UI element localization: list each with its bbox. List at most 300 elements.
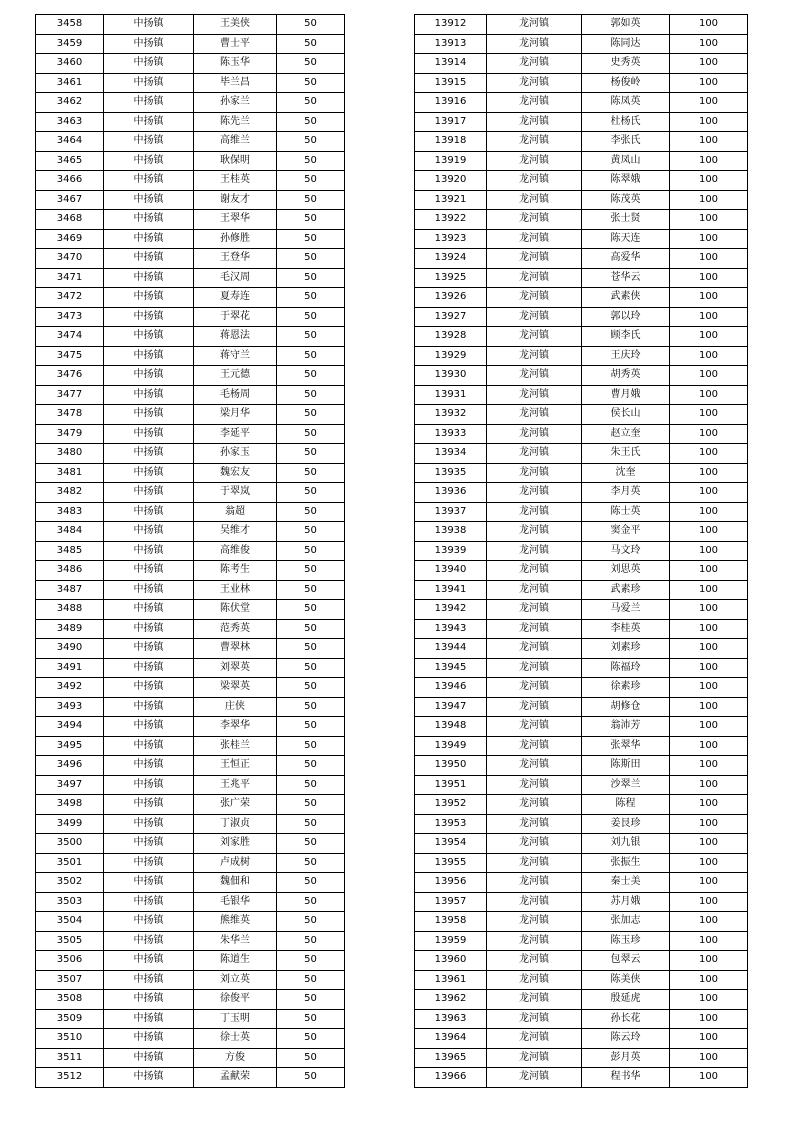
name-cell: 郭以玲 [582,307,670,327]
table-row [415,346,748,366]
id-cell: 3458 [36,15,104,35]
name-cell: 武素侠 [582,288,670,308]
town-cell: 中扬镇 [104,639,194,659]
name-cell: 王业林 [194,580,277,600]
name-cell: 毛杨周 [194,385,277,405]
amount-cell: 50 [277,34,345,54]
id-cell: 13933 [415,424,487,444]
table-row [415,483,748,503]
id-cell: 13924 [415,249,487,269]
town-cell: 龙河镇 [487,580,582,600]
amount-cell: 50 [277,600,345,620]
table-row [415,405,748,425]
name-cell: 王桂英 [194,171,277,191]
name-cell: 陈同达 [582,34,670,54]
name-cell: 李桂英 [582,619,670,639]
id-cell: 13955 [415,853,487,873]
amount-cell: 50 [277,112,345,132]
amount-cell: 50 [277,639,345,659]
table-row [415,132,748,152]
table-row [415,1009,748,1029]
name-cell: 王庆玲 [582,346,670,366]
amount-cell: 100 [670,931,748,951]
name-cell: 程书华 [582,1068,670,1088]
town-cell: 中扬镇 [104,288,194,308]
amount-cell: 100 [670,912,748,932]
town-cell: 中扬镇 [104,658,194,678]
id-cell: 13937 [415,502,487,522]
town-cell: 龙河镇 [487,327,582,347]
town-cell: 中扬镇 [104,151,194,171]
id-cell: 3491 [36,658,104,678]
town-cell: 龙河镇 [487,112,582,132]
amount-cell: 100 [670,405,748,425]
town-cell: 龙河镇 [487,639,582,659]
id-cell: 3492 [36,678,104,698]
id-cell: 13943 [415,619,487,639]
id-cell: 3504 [36,912,104,932]
name-cell: 徐素珍 [582,678,670,698]
id-cell: 3498 [36,795,104,815]
table-row [36,658,345,678]
town-cell: 中扬镇 [104,795,194,815]
amount-cell: 50 [277,931,345,951]
amount-cell: 50 [277,288,345,308]
town-cell: 中扬镇 [104,697,194,717]
table-row [415,112,748,132]
town-cell: 中扬镇 [104,112,194,132]
name-cell: 朱王氏 [582,444,670,464]
table-row [415,73,748,93]
amount-cell: 50 [277,405,345,425]
name-cell: 苏月娥 [582,892,670,912]
town-cell: 中扬镇 [104,405,194,425]
town-cell: 龙河镇 [487,288,582,308]
name-cell: 王恒正 [194,756,277,776]
town-cell: 中扬镇 [104,1048,194,1068]
id-cell: 13963 [415,1009,487,1029]
amount-cell: 50 [277,210,345,230]
table-row [36,346,345,366]
town-cell: 中扬镇 [104,912,194,932]
amount-cell: 50 [277,483,345,503]
town-cell: 龙河镇 [487,775,582,795]
amount-cell: 50 [277,717,345,737]
name-cell: 姜艮珍 [582,814,670,834]
id-cell: 13959 [415,931,487,951]
name-cell: 苍华云 [582,268,670,288]
town-cell: 中扬镇 [104,756,194,776]
amount-cell: 100 [670,619,748,639]
amount-cell: 100 [670,112,748,132]
amount-cell: 50 [277,541,345,561]
table-row [36,190,345,210]
name-cell: 陈考生 [194,561,277,581]
id-cell: 3465 [36,151,104,171]
name-cell: 方俊 [194,1048,277,1068]
table-row [415,424,748,444]
table-row [36,210,345,230]
name-cell: 梁翠英 [194,678,277,698]
amount-cell: 100 [670,151,748,171]
amount-cell: 100 [670,210,748,230]
name-cell: 朱华兰 [194,931,277,951]
id-cell: 13950 [415,756,487,776]
table-row [36,385,345,405]
town-cell: 中扬镇 [104,1068,194,1088]
town-cell: 中扬镇 [104,931,194,951]
id-cell: 13957 [415,892,487,912]
table-row [36,775,345,795]
table-row [415,619,748,639]
name-cell: 王美侠 [194,15,277,35]
table-row [415,541,748,561]
town-cell: 龙河镇 [487,892,582,912]
town-cell: 中扬镇 [104,541,194,561]
town-cell: 龙河镇 [487,1068,582,1088]
name-cell: 陈先兰 [194,112,277,132]
table-row [415,600,748,620]
table-row [36,1068,345,1088]
id-cell: 13923 [415,229,487,249]
name-cell: 刘思英 [582,561,670,581]
town-cell: 龙河镇 [487,522,582,542]
table-row [36,366,345,386]
name-cell: 毛汉周 [194,268,277,288]
id-cell: 13918 [415,132,487,152]
id-cell: 13934 [415,444,487,464]
name-cell: 秦士美 [582,873,670,893]
table-row [36,54,345,74]
name-cell: 毕兰昌 [194,73,277,93]
amount-cell: 100 [670,288,748,308]
name-cell: 沈奎 [582,463,670,483]
town-cell: 龙河镇 [487,366,582,386]
table-row [415,580,748,600]
name-cell: 徐俊平 [194,990,277,1010]
amount-cell: 100 [670,580,748,600]
table-row [36,1029,345,1049]
amount-cell: 100 [670,541,748,561]
id-cell: 13917 [415,112,487,132]
amount-cell: 100 [670,600,748,620]
table-row [36,463,345,483]
amount-cell: 50 [277,678,345,698]
id-cell: 3510 [36,1029,104,1049]
id-cell: 3502 [36,873,104,893]
name-cell: 于翠花 [194,307,277,327]
town-cell: 龙河镇 [487,736,582,756]
id-cell: 13947 [415,697,487,717]
table-row [415,853,748,873]
town-cell: 龙河镇 [487,1029,582,1049]
amount-cell: 100 [670,132,748,152]
town-cell: 中扬镇 [104,229,194,249]
amount-cell: 50 [277,268,345,288]
name-cell: 孙家玉 [194,444,277,464]
name-cell: 侯长山 [582,405,670,425]
table-row [415,951,748,971]
town-cell: 中扬镇 [104,366,194,386]
id-cell: 3489 [36,619,104,639]
amount-cell: 50 [277,951,345,971]
town-cell: 龙河镇 [487,561,582,581]
table-row [36,931,345,951]
name-cell: 陈道生 [194,951,277,971]
amount-cell: 100 [670,54,748,74]
amount-cell: 100 [670,190,748,210]
table-row [36,600,345,620]
amount-cell: 50 [277,73,345,93]
amount-cell: 50 [277,444,345,464]
town-cell: 中扬镇 [104,522,194,542]
id-cell: 13961 [415,970,487,990]
name-cell: 李张氏 [582,132,670,152]
town-cell: 龙河镇 [487,171,582,191]
name-cell: 王翠华 [194,210,277,230]
town-cell: 龙河镇 [487,873,582,893]
table-row [36,951,345,971]
table-row [36,912,345,932]
amount-cell: 100 [670,444,748,464]
name-cell: 曹士平 [194,34,277,54]
table-row [36,892,345,912]
town-cell: 龙河镇 [487,853,582,873]
town-cell: 龙河镇 [487,990,582,1010]
town-cell: 龙河镇 [487,834,582,854]
amount-cell: 50 [277,814,345,834]
town-cell: 龙河镇 [487,190,582,210]
name-cell: 范秀英 [194,619,277,639]
amount-cell: 100 [670,873,748,893]
town-cell: 中扬镇 [104,444,194,464]
table-row [415,756,748,776]
table-row [415,658,748,678]
table-row [415,639,748,659]
town-cell: 龙河镇 [487,15,582,35]
name-cell: 高维俊 [194,541,277,561]
amount-cell: 50 [277,775,345,795]
town-cell: 龙河镇 [487,619,582,639]
table-row [36,990,345,1010]
name-cell: 张振生 [582,853,670,873]
table-row [36,522,345,542]
town-cell: 龙河镇 [487,678,582,698]
id-cell: 3485 [36,541,104,561]
table-row [36,814,345,834]
id-cell: 3487 [36,580,104,600]
name-cell: 王登华 [194,249,277,269]
name-cell: 顾李氏 [582,327,670,347]
amount-cell: 100 [670,1009,748,1029]
id-cell: 3509 [36,1009,104,1029]
town-cell: 中扬镇 [104,892,194,912]
id-cell: 13942 [415,600,487,620]
table-row [415,561,748,581]
name-cell: 高爱华 [582,249,670,269]
id-cell: 3479 [36,424,104,444]
amount-cell: 100 [670,385,748,405]
id-cell: 13962 [415,990,487,1010]
id-cell: 13913 [415,34,487,54]
id-cell: 3480 [36,444,104,464]
id-cell: 3503 [36,892,104,912]
town-cell: 中扬镇 [104,268,194,288]
table-row [36,717,345,737]
amount-cell: 50 [277,853,345,873]
name-cell: 彭月英 [582,1048,670,1068]
amount-cell: 50 [277,366,345,386]
name-cell: 李翠华 [194,717,277,737]
table-row [415,775,748,795]
id-cell: 13922 [415,210,487,230]
id-cell: 3505 [36,931,104,951]
amount-cell: 100 [670,756,748,776]
id-cell: 13956 [415,873,487,893]
table-row [36,834,345,854]
name-cell: 刘翠英 [194,658,277,678]
table-row [36,327,345,347]
id-cell: 13944 [415,639,487,659]
name-cell: 魏佃和 [194,873,277,893]
table-row [415,970,748,990]
town-cell: 中扬镇 [104,54,194,74]
town-cell: 龙河镇 [487,483,582,503]
amount-cell: 100 [670,15,748,35]
id-cell: 13930 [415,366,487,386]
table-row [36,112,345,132]
id-cell: 3488 [36,600,104,620]
town-cell: 中扬镇 [104,1029,194,1049]
name-cell: 黄凤山 [582,151,670,171]
id-cell: 3475 [36,346,104,366]
id-cell: 13958 [415,912,487,932]
amount-cell: 100 [670,717,748,737]
amount-cell: 50 [277,658,345,678]
id-cell: 3471 [36,268,104,288]
id-cell: 3460 [36,54,104,74]
id-cell: 13945 [415,658,487,678]
name-cell: 殷延虎 [582,990,670,1010]
table-row [415,502,748,522]
amount-cell: 50 [277,873,345,893]
name-cell: 蒋恩法 [194,327,277,347]
name-cell: 毛银华 [194,892,277,912]
amount-cell: 100 [670,834,748,854]
amount-cell: 100 [670,639,748,659]
amount-cell: 50 [277,327,345,347]
table-row [36,1009,345,1029]
name-cell: 孙家兰 [194,93,277,113]
town-cell: 龙河镇 [487,912,582,932]
town-cell: 龙河镇 [487,658,582,678]
name-cell: 胡修仓 [582,697,670,717]
table-row [415,1048,748,1068]
town-cell: 中扬镇 [104,853,194,873]
id-cell: 3490 [36,639,104,659]
id-cell: 3493 [36,697,104,717]
table-row [415,736,748,756]
town-cell: 龙河镇 [487,717,582,737]
id-cell: 13941 [415,580,487,600]
town-cell: 龙河镇 [487,34,582,54]
id-cell: 3495 [36,736,104,756]
table-row [415,990,748,1010]
name-cell: 于翠岚 [194,483,277,503]
table-row [36,795,345,815]
name-cell: 沙翠兰 [582,775,670,795]
table-row [36,697,345,717]
id-cell: 13929 [415,346,487,366]
id-cell: 3469 [36,229,104,249]
table-row [415,912,748,932]
id-cell: 13916 [415,93,487,113]
name-cell: 刘九银 [582,834,670,854]
amount-cell: 50 [277,307,345,327]
name-cell: 陈程 [582,795,670,815]
town-cell: 龙河镇 [487,405,582,425]
town-cell: 龙河镇 [487,54,582,74]
amount-cell: 100 [670,951,748,971]
town-cell: 中扬镇 [104,834,194,854]
name-cell: 陈玉华 [194,54,277,74]
name-cell: 包翠云 [582,951,670,971]
id-cell: 3500 [36,834,104,854]
id-cell: 3472 [36,288,104,308]
name-cell: 陈美侠 [582,970,670,990]
id-cell: 13938 [415,522,487,542]
name-cell: 曹月娥 [582,385,670,405]
amount-cell: 50 [277,463,345,483]
amount-cell: 50 [277,385,345,405]
id-cell: 3496 [36,756,104,776]
amount-cell: 100 [670,795,748,815]
id-cell: 3483 [36,502,104,522]
name-cell: 耿保明 [194,151,277,171]
id-cell: 3461 [36,73,104,93]
id-cell: 3467 [36,190,104,210]
name-cell: 张士贤 [582,210,670,230]
name-cell: 李月英 [582,483,670,503]
id-cell: 3462 [36,93,104,113]
id-cell: 13965 [415,1048,487,1068]
amount-cell: 100 [670,892,748,912]
id-cell: 3506 [36,951,104,971]
amount-cell: 100 [670,424,748,444]
id-cell: 13931 [415,385,487,405]
name-cell: 李延平 [194,424,277,444]
id-cell: 13920 [415,171,487,191]
table-row [36,288,345,308]
id-cell: 3464 [36,132,104,152]
amount-cell: 100 [670,73,748,93]
name-cell: 吴维才 [194,522,277,542]
id-cell: 13952 [415,795,487,815]
id-cell: 3482 [36,483,104,503]
town-cell: 中扬镇 [104,73,194,93]
amount-cell: 50 [277,1009,345,1029]
name-cell: 郭如英 [582,15,670,35]
town-cell: 中扬镇 [104,210,194,230]
name-cell: 翁超 [194,502,277,522]
id-cell: 13921 [415,190,487,210]
table-row [36,873,345,893]
table-row [415,54,748,74]
table-row [36,268,345,288]
id-cell: 3476 [36,366,104,386]
id-cell: 3459 [36,34,104,54]
town-cell: 龙河镇 [487,756,582,776]
